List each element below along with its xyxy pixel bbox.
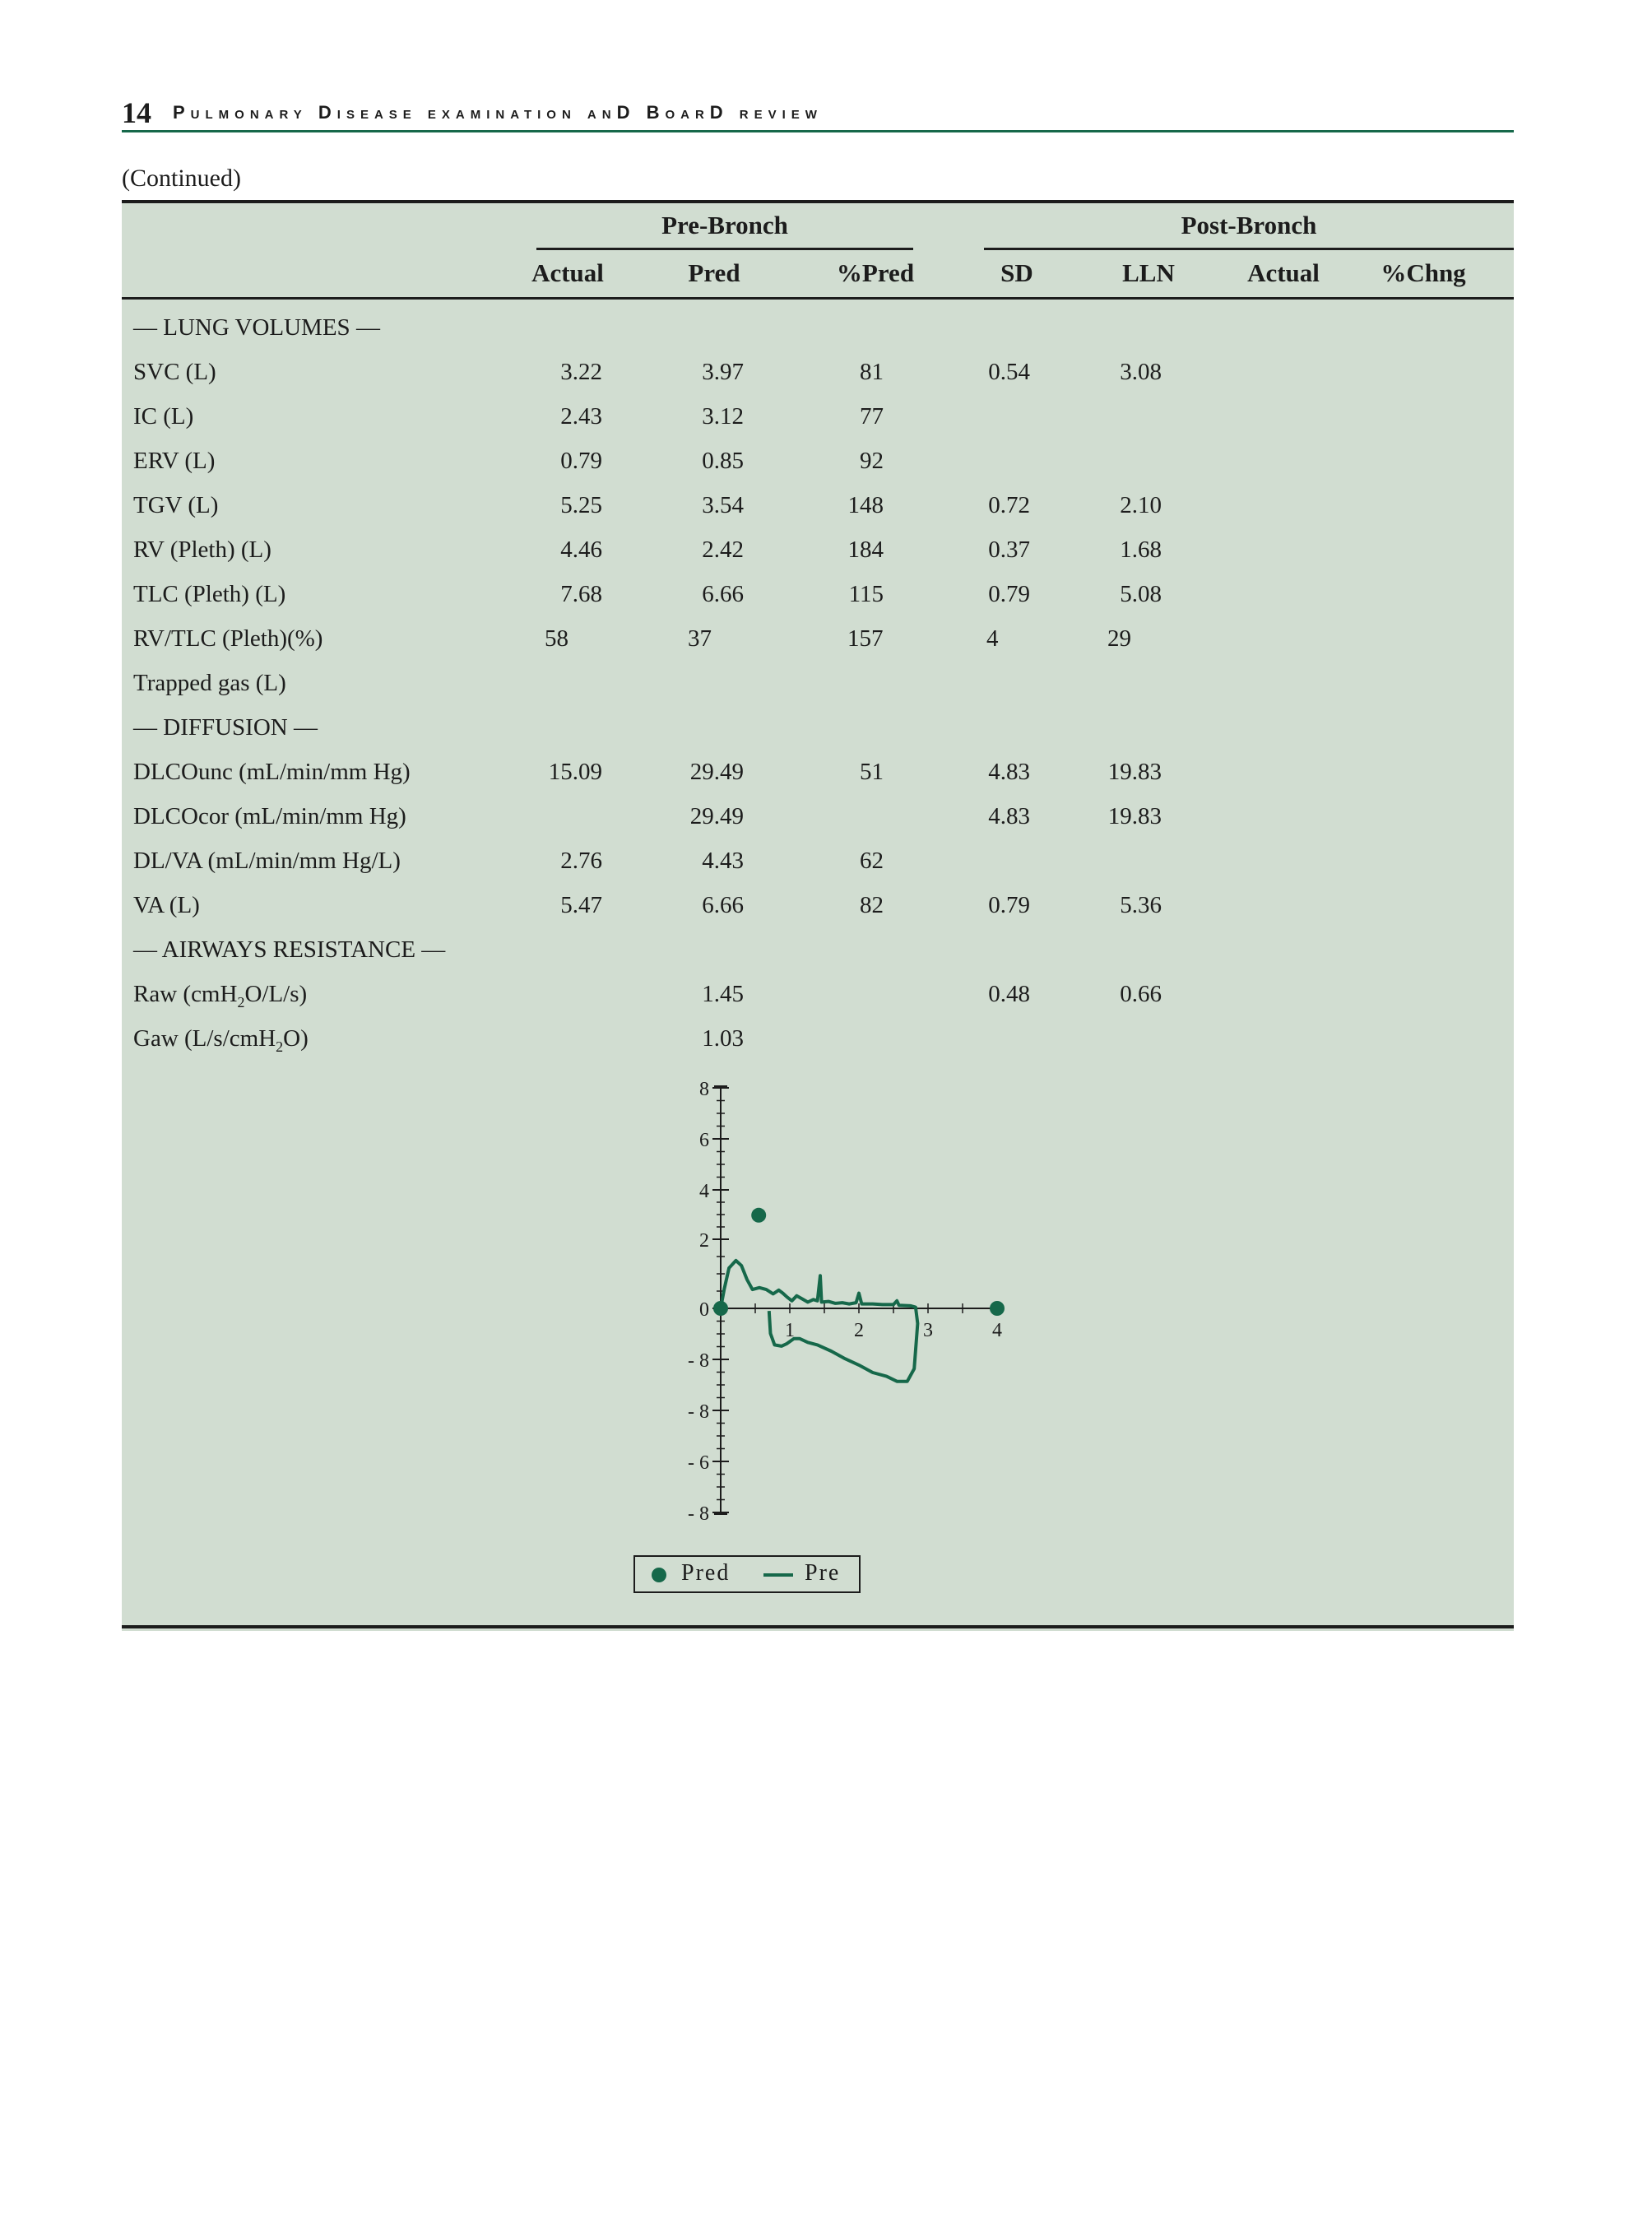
table-bottom-rule <box>122 1625 1514 1628</box>
table-row <box>0 803 1652 848</box>
series-pre-line <box>721 1261 917 1382</box>
cell-pred: 6.66 <box>702 581 744 607</box>
cell-lln: 29 <box>1107 625 1131 652</box>
cell-actual: 3.22 <box>560 359 602 385</box>
table-row <box>0 848 1652 892</box>
header-rule <box>122 130 1514 132</box>
table-row <box>0 537 1652 581</box>
cell-lln: 19.83 <box>1107 759 1162 785</box>
cell-pred: 1.03 <box>702 1025 744 1052</box>
series-pred-point <box>990 1301 1005 1316</box>
y-tick-label: 6 <box>699 1130 709 1151</box>
row-label: DLCOunc (mL/min/mm Hg) <box>133 759 411 785</box>
cell-pct-pred: 115 <box>848 581 884 607</box>
column-header-lln: LLN <box>1122 258 1175 287</box>
cell-pct-pred: 148 <box>847 492 884 518</box>
cell-lln: 5.36 <box>1120 892 1162 918</box>
running-head <box>122 95 1514 133</box>
group-header-post-bronch: Post-Bronch <box>1181 211 1317 239</box>
cell-lln: 19.83 <box>1107 803 1162 829</box>
flow-volume-chart <box>576 1070 1037 1531</box>
y-tick-label: - 6 <box>688 1452 709 1474</box>
y-tick-label: 2 <box>699 1230 709 1252</box>
cell-pred: 6.66 <box>702 892 744 918</box>
cell-pred: 2.42 <box>702 537 744 563</box>
table-row <box>0 1025 1652 1070</box>
cell-pct-pred: 51 <box>860 759 884 785</box>
cell-actual: 4.46 <box>560 537 602 563</box>
cell-pct-pred: 92 <box>860 448 884 474</box>
table-row <box>0 403 1652 448</box>
section-diffusion <box>0 714 1652 759</box>
row-label: Raw (cmH$_2$O/L/s) <box>133 981 308 1010</box>
series-pred-point <box>751 1208 766 1223</box>
table-row <box>0 492 1652 537</box>
table-row <box>0 892 1652 936</box>
cell-pct-pred: 62 <box>860 848 884 874</box>
cell-lln: 5.08 <box>1120 581 1162 607</box>
x-tick-label: 4 <box>992 1320 1002 1341</box>
cell-pred: 3.97 <box>702 359 744 385</box>
section-label: — DIFFUSION — <box>133 714 318 741</box>
section-airways-resistance <box>0 936 1652 981</box>
y-tick-label: 8 <box>699 1079 709 1100</box>
cell-actual: 15.09 <box>548 759 602 785</box>
section-lung-volumes <box>0 314 1652 359</box>
x-tick-label: 2 <box>854 1320 864 1341</box>
legend-pred-label: Pred <box>681 1560 731 1586</box>
table-row <box>0 759 1652 803</box>
column-header-sd: SD <box>1000 258 1033 287</box>
cell-sd: 4.83 <box>988 759 1030 785</box>
y-tick-label: - 8 <box>688 1503 709 1525</box>
section-label: — AIRWAYS RESISTANCE — <box>133 936 446 963</box>
cell-actual: 2.76 <box>560 848 602 874</box>
series-pred-point <box>713 1301 728 1316</box>
row-label: VA (L) <box>133 892 200 918</box>
cell-sd: 0.37 <box>988 537 1030 563</box>
cell-lln: 2.10 <box>1120 492 1162 518</box>
group-header-pre-bronch: Pre-Bronch <box>661 211 788 239</box>
cell-lln: 1.68 <box>1120 537 1162 563</box>
book-title: Pulmonary Disease examination anD BoarD review <box>173 102 823 123</box>
legend-pre-marker <box>763 1573 793 1577</box>
table-row <box>0 581 1652 625</box>
cell-pct-pred: 77 <box>860 403 884 430</box>
row-label: TGV (L) <box>133 492 219 518</box>
cell-pct-pred: 157 <box>847 625 884 652</box>
column-header-pct-pred: %Pred <box>836 258 915 287</box>
section-label: — LUNG VOLUMES — <box>133 314 380 341</box>
cell-pred: 29.49 <box>689 759 744 785</box>
row-label: Trapped gas (L) <box>133 670 286 696</box>
row-label: RV/TLC (Pleth)(%) <box>133 625 323 652</box>
column-header-post-actual: Actual <box>1247 258 1320 287</box>
cell-actual: 5.47 <box>560 892 602 918</box>
cell-pred: 0.85 <box>702 448 744 474</box>
cell-sd: 4.83 <box>988 803 1030 829</box>
y-tick-label: - 8 <box>688 1350 709 1372</box>
column-header-pred: Pred <box>688 258 740 287</box>
cell-sd: 0.72 <box>988 492 1030 518</box>
table-row <box>0 981 1652 1025</box>
row-label: ERV (L) <box>133 448 216 474</box>
cell-actual: 5.25 <box>560 492 602 518</box>
cell-sd: 0.54 <box>988 359 1030 385</box>
page-number: 14 <box>122 96 151 129</box>
cell-sd: 0.79 <box>988 581 1030 607</box>
cell-pred: 29.49 <box>689 803 744 829</box>
column-header-rule <box>122 297 1514 300</box>
table-row <box>0 448 1652 492</box>
row-label: Gaw (L/s/cmH$_2$O) <box>133 1025 309 1055</box>
row-label: TLC (Pleth) (L) <box>133 581 286 607</box>
cell-pred: 3.54 <box>702 492 744 518</box>
cell-pct-pred: 81 <box>860 359 884 385</box>
cell-sd: 0.79 <box>988 892 1030 918</box>
cell-actual: 0.79 <box>560 448 602 474</box>
row-label: DLCOcor (mL/min/mm Hg) <box>133 803 406 829</box>
column-header-actual: Actual <box>531 258 604 287</box>
cell-pred: 1.45 <box>702 981 744 1007</box>
row-label: DL/VA (mL/min/mm Hg/L) <box>133 848 401 874</box>
pre-bronch-rule <box>536 248 913 250</box>
continued-label: (Continued) <box>122 165 241 192</box>
cell-sd: 0.48 <box>988 981 1030 1007</box>
table-top-rule <box>122 200 1514 203</box>
y-tick-label: 4 <box>699 1181 709 1202</box>
cell-lln: 3.08 <box>1120 359 1162 385</box>
x-tick-label: 3 <box>923 1320 933 1341</box>
column-header-pct-chng: %Chng <box>1381 258 1466 287</box>
y-tick-label: - 8 <box>688 1401 709 1423</box>
table-row <box>0 670 1652 714</box>
row-label: IC (L) <box>133 403 194 430</box>
cell-actual: 7.68 <box>560 581 602 607</box>
cell-lln: 0.66 <box>1120 981 1162 1007</box>
x-tick-label: 1 <box>785 1320 795 1341</box>
cell-sd: 4 <box>986 625 999 652</box>
cell-actual: 58 <box>545 625 568 652</box>
legend-pre-label: Pre <box>805 1560 841 1586</box>
cell-actual: 2.43 <box>560 403 602 430</box>
cell-pred: 4.43 <box>702 848 744 874</box>
legend-pred-marker <box>652 1568 666 1582</box>
row-label: RV (Pleth) (L) <box>133 537 271 563</box>
post-bronch-rule <box>984 248 1514 250</box>
cell-pct-pred: 184 <box>847 537 884 563</box>
row-label: SVC (L) <box>133 359 216 385</box>
cell-pred: 3.12 <box>702 403 744 430</box>
cell-pred: 37 <box>688 625 712 652</box>
table-row <box>0 625 1652 670</box>
table-row <box>0 359 1652 403</box>
y-tick-label: 0 <box>699 1299 709 1321</box>
cell-pct-pred: 82 <box>860 892 884 918</box>
chart-legend <box>633 1555 861 1593</box>
